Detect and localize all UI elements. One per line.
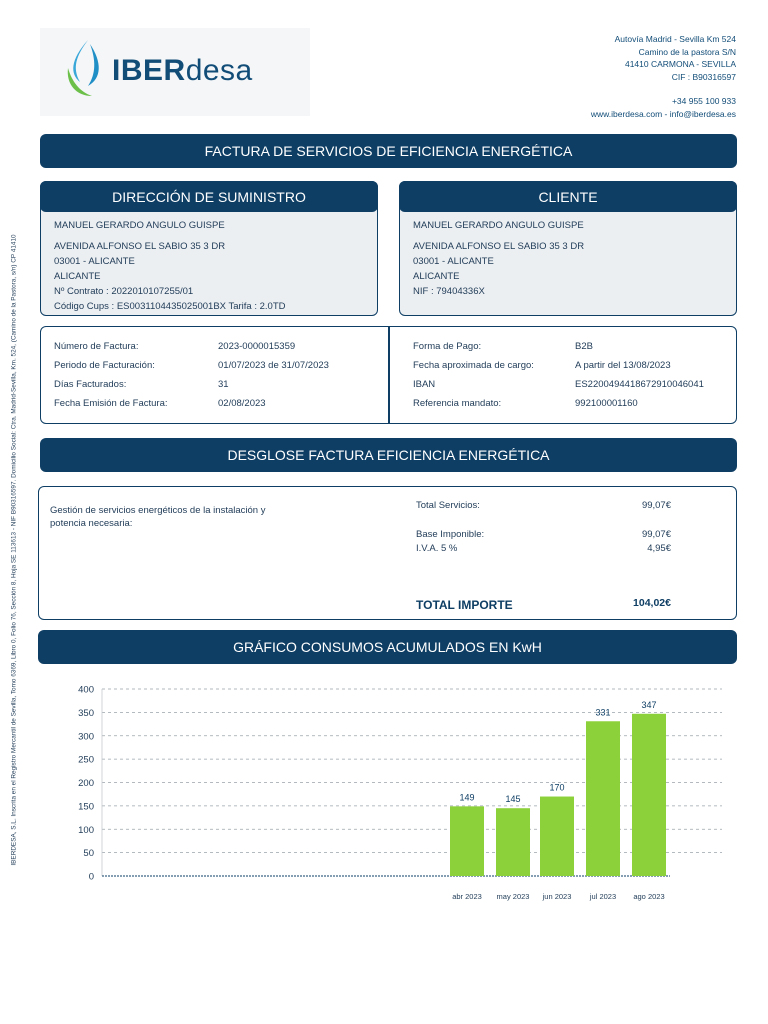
supply-cups: Código Cups : ES0031104435025001BX Tarifa : 2.0TD [54,301,286,312]
bar-value-label: 331 [595,707,611,718]
billing-period-label: Periodo de Facturación: [54,360,155,371]
supply-contract: Nº Contrato : 2022010107255/01 [54,286,194,297]
supply-province: ALICANTE [54,271,101,282]
x-tick-label: may 2023 [496,892,530,901]
supply-street: AVENIDA ALFONSO EL SABIO 35 3 DR [54,241,226,252]
supply-header [40,181,378,212]
iban-label: IBAN [413,379,436,390]
y-tick-label: 100 [78,824,94,836]
y-tick-label: 400 [78,684,94,696]
x-tick-label: jun 2023 [542,892,572,901]
breakdown-banner [40,438,737,472]
bar-value-label: 170 [549,782,565,793]
logo-wordmark [112,54,253,88]
bar [586,721,620,876]
company-web: www.iberdesa.com - info@iberdesa.es [590,108,736,119]
legal-side-note-text: IBERDESA, S.L. Inscrita en el Registro Mercantil de Sevilla, Tomo 6369, Libro 0, Folio 76, Sección 8, Hoja SE 113613 - NIF B90316597. Domicilio Social: Ctra. Madrid-Sevilla, Km. 524, (Camino de la Pastora, s/n) CP 41410 [10,234,18,866]
billed-days-value: 31 [218,379,229,390]
bar-value-label: 149 [459,792,475,803]
bar [632,714,666,876]
total-services-value: 99,07€ [641,500,671,511]
company-address1: Autovía Madrid - Sevilla Km 524 [614,34,736,44]
billed-days-label: Días Facturados: [54,379,127,390]
y-tick-label: 50 [83,848,94,860]
company-address3: 41410 CARMONA - SEVILLA [624,59,736,70]
invoice-title: FACTURA DE SERVICIOS DE EFICIENCIA ENERGÉTICA [204,143,573,159]
company-cif: CIF : B90316597 [671,71,736,82]
client-nif: NIF : 79404336X [413,286,485,297]
supply-name: MANUEL GERARDO ANGULO GUISPE [54,220,225,231]
company-address2: Camino de la pastora S/N [638,46,736,57]
client-name: MANUEL GERARDO ANGULO GUISPE [413,220,584,231]
charge-date-label: Fecha aproximada de cargo: [413,360,534,371]
bar-value-label: 347 [641,699,657,710]
y-tick-label: 200 [78,778,94,789]
client-province: ALICANTE [413,271,460,282]
tax-base-value: 99,07€ [641,529,671,540]
invoice-number-value: 2023-0000015359 [218,341,296,352]
mandate-ref-value: 992100001160 [575,398,638,409]
chart-title: GRÁFICO CONSUMOS ACUMULADOS EN KwH [233,639,542,655]
iban-value: ES2200494418672910046041 [575,379,704,390]
chart-banner [38,630,737,664]
invoice-title-banner [40,134,737,168]
payment-method-label: Forma de Pago: [413,341,482,352]
charge-date-value: A partir del 13/08/2023 [575,360,671,371]
supply-title: DIRECCIÓN DE SUMINISTRO [112,188,306,205]
mandate-ref-label: Referencia mandato: [413,398,502,409]
client-street: AVENIDA ALFONSO EL SABIO 35 3 DR [413,241,585,252]
breakdown-description-line1: Gestión de servicios energéticos de la instalación y [50,505,266,516]
client-postal: 03001 - ALICANTE [413,256,494,267]
total-amount-value: 104,02€ [633,597,671,609]
supply-postal: 03001 - ALICANTE [54,256,135,267]
bar [450,806,484,876]
breakdown-title: DESGLOSE FACTURA EFICIENCIA ENERGÉTICA [227,447,550,463]
x-tick-label: abr 2023 [452,892,482,901]
issue-date-value: 02/08/2023 [218,398,266,409]
total-amount-label: TOTAL IMPORTE [416,598,513,612]
breakdown-description-line2: potencia necesaria: [50,518,133,529]
payment-method-value: B2B [575,341,593,352]
bar [496,808,530,876]
x-tick-label: ago 2023 [633,892,665,901]
y-tick-label: 0 [88,871,94,883]
y-tick-label: 250 [78,754,94,766]
billing-period-value: 01/07/2023 de 31/07/2023 [218,360,329,371]
bar [540,797,574,876]
x-tick-label: jul 2023 [589,892,617,901]
logo-drop-icon [62,38,108,102]
iva-value: 4,95€ [647,543,671,554]
issue-date-label: Fecha Emisión de Factura: [54,398,168,409]
logo-bold: IBER [112,54,186,87]
bar-value-label: 145 [505,794,521,805]
total-services-label: Total Servicios: [416,500,480,511]
y-tick-label: 300 [78,731,94,743]
client-header [399,181,737,212]
iva-label: I.V.A. 5 % [416,543,458,554]
logo-light: desa [185,54,253,87]
company-phone: +34 955 100 933 [671,96,736,107]
company-info [496,33,736,121]
invoice-details-divider [388,327,390,423]
tax-base-label: Base Imponible: [416,529,485,540]
client-title: CLIENTE [538,188,598,205]
invoice-number-label: Número de Factura: [54,341,139,352]
y-tick-label: 350 [78,707,94,719]
consumption-chart [0,670,768,910]
y-tick-label: 150 [78,801,94,813]
